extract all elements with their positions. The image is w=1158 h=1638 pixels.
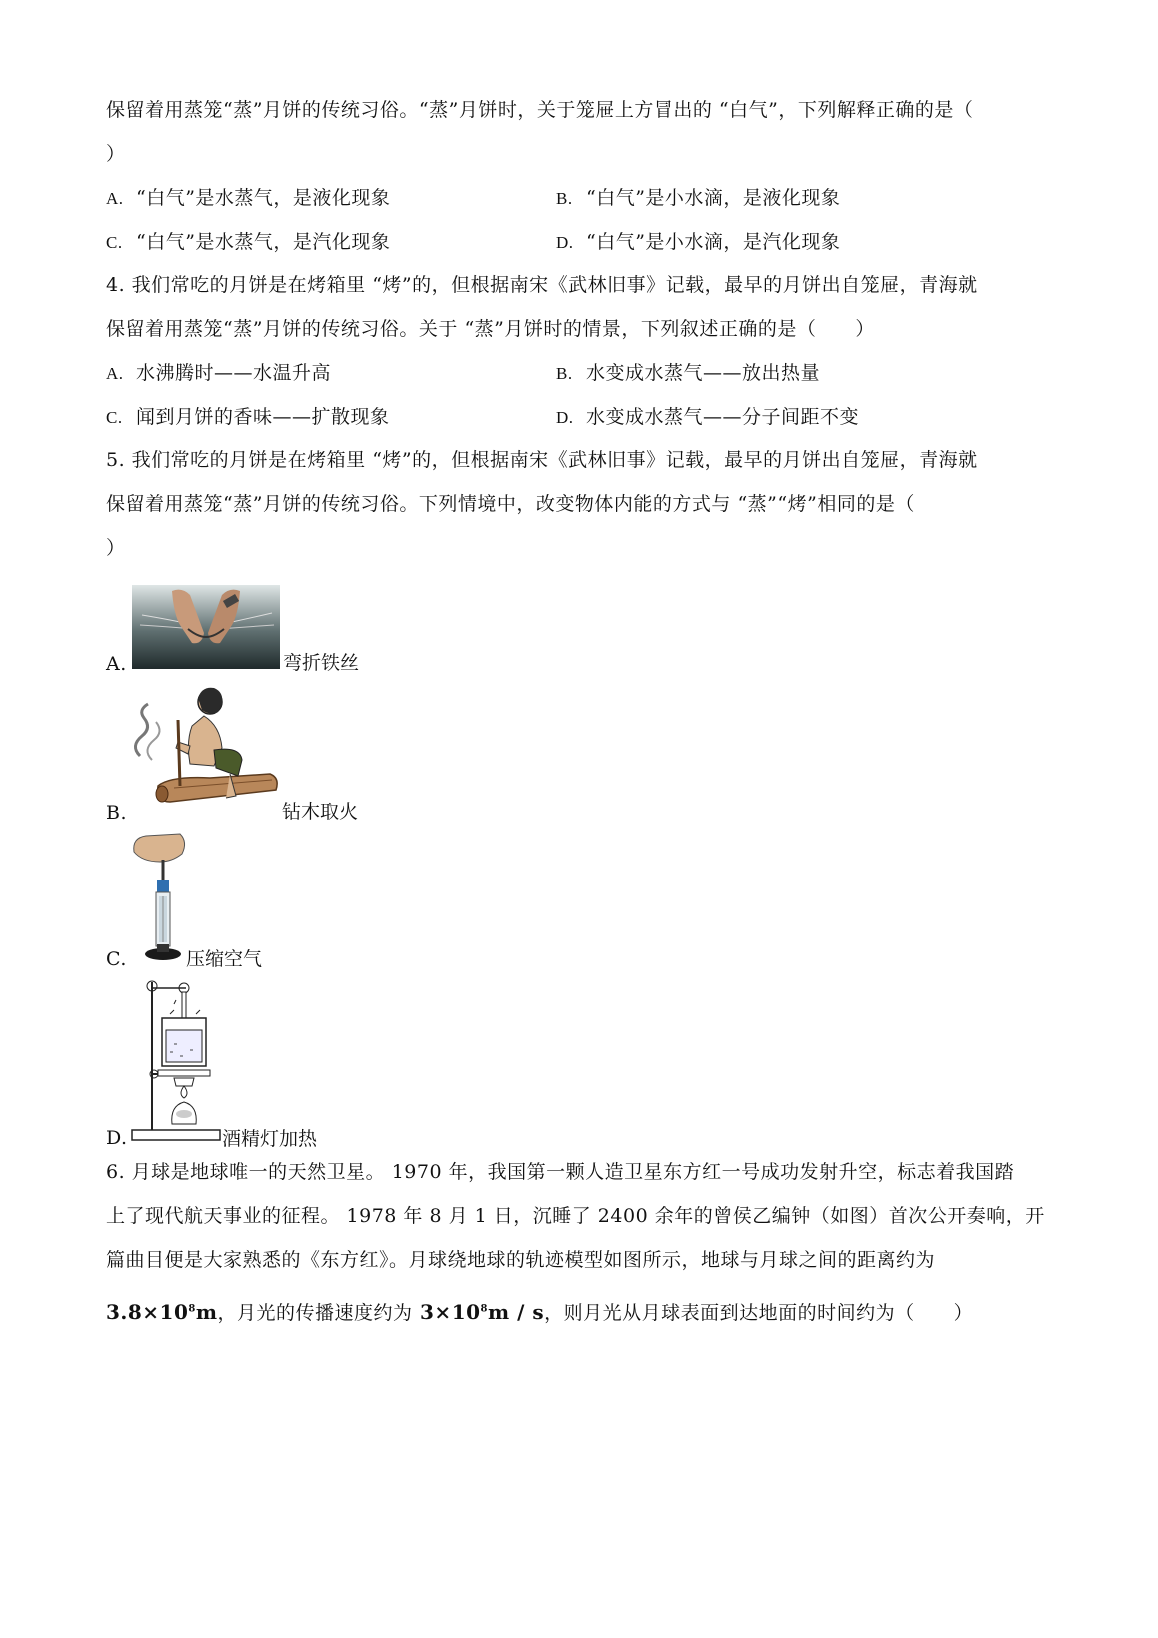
q5-option-a-caption: 弯折铁丝 xyxy=(283,652,360,674)
q6-stem-line1: 6. 月球是地球唯一的天然卫星。 1970 年，我国第一颗人造卫星东方红一号成功发射升空，标志着我国踏 xyxy=(106,1161,1015,1183)
q5-stem-line2: 保留着用蒸笼“蒸”月饼的传统习俗。下列情境中，改变物体内能的方式与 “蒸”“烤”相同的是（ xyxy=(106,493,915,515)
q5-stem-line1: 5. 我们常吃的月饼是在烤箱里 “烤”的，但根据南宋《武林旧事》记载，最早的月饼出自笼屉，青海就 xyxy=(106,449,978,471)
q3-option-b[interactable] xyxy=(556,183,840,210)
q4-stem-line1: 4. 我们常吃的月饼是在烤箱里 “烤”的，但根据南宋《武林旧事》记载，最早的月饼出自笼屉，青海就 xyxy=(106,274,978,296)
q6-stem-line2: 上了现代航天事业的征程。 1978 年 8 月 1 日，沉睡了 2400 余年的曾侯乙编钟（如图）首次公开奏响，开 xyxy=(106,1205,1045,1227)
compressing-air-image xyxy=(130,832,190,964)
option-letter: C. xyxy=(106,233,123,252)
option-text: “白气”是水蒸气，是汽化现象 xyxy=(136,231,391,253)
q5-option-d-caption: 酒精灯加热 xyxy=(222,1128,318,1150)
option-text: 水沸腾时——水温升高 xyxy=(136,362,332,384)
earth-moon-distance: $3.8\times 10^8m$ xyxy=(106,1300,218,1324)
q6-stem-line3: 篇曲目便是大家熟悉的《东方红》。月球绕地球的轨迹模型如图所示，地球与月球之间的距离约为 xyxy=(106,1249,936,1271)
q6-text-end: ，则月光从月球表面到达地面的时间约为（ ） xyxy=(544,1302,974,1324)
option-text: “白气”是水蒸气，是液化现象 xyxy=(136,187,391,209)
option-text: “白气”是小水滴，是液化现象 xyxy=(586,187,841,209)
q4-option-a[interactable] xyxy=(106,358,331,385)
alcohol-lamp-heating-image xyxy=(130,974,222,1142)
q3-option-c[interactable] xyxy=(106,227,390,254)
option-letter: D. xyxy=(556,233,574,252)
q3-stem-line1: 保留着用蒸笼“蒸”月饼的传统习俗。“蒸”月饼时，关于笼屉上方冒出的 “白气”，下列解释正确的是（ xyxy=(106,99,974,121)
q5-option-b-letter[interactable]: B. xyxy=(106,802,128,824)
drilling-wood-fire-image xyxy=(130,686,280,814)
option-letter: A. xyxy=(106,189,124,208)
option-letter: A. xyxy=(106,364,124,383)
q6-text-mid: ，月光的传播速度约为 xyxy=(217,1302,413,1324)
q5-option-c-caption: 压缩空气 xyxy=(186,948,263,970)
option-text: 水变成水蒸气——分子间距不变 xyxy=(586,406,860,428)
option-letter: D. xyxy=(556,408,574,427)
option-text: “白气”是小水滴，是汽化现象 xyxy=(586,231,841,253)
option-letter: C. xyxy=(106,408,123,427)
q3-option-a[interactable] xyxy=(106,183,390,210)
q5-option-c-letter[interactable]: C. xyxy=(106,948,127,970)
q5-stem-line3: ） xyxy=(106,537,126,559)
option-letter: B. xyxy=(556,189,573,208)
q4-stem-line2: 保留着用蒸笼“蒸”月饼的传统习俗。关于 “蒸”月饼时的情景，下列叙述正确的是（ ） xyxy=(106,318,875,340)
q4-option-c[interactable] xyxy=(106,402,390,429)
q5-option-a-letter[interactable]: A. xyxy=(106,653,127,675)
option-text: 水变成水蒸气——放出热量 xyxy=(586,362,821,384)
light-speed: $3\times 10^8m / s$ xyxy=(420,1300,545,1324)
q5-option-b-caption: 钻木取火 xyxy=(282,801,359,823)
option-text: 闻到月饼的香味——扩散现象 xyxy=(136,406,390,428)
q3-option-d[interactable] xyxy=(556,227,840,254)
option-letter: B. xyxy=(556,364,573,383)
q4-option-b[interactable] xyxy=(556,358,820,385)
q6-stem-line4 xyxy=(106,1298,973,1325)
q4-option-d[interactable] xyxy=(556,402,859,429)
bending-wire-image xyxy=(132,585,280,669)
q3-stem-line2: ） xyxy=(106,143,126,165)
q5-option-d-letter[interactable]: D. xyxy=(106,1127,128,1149)
